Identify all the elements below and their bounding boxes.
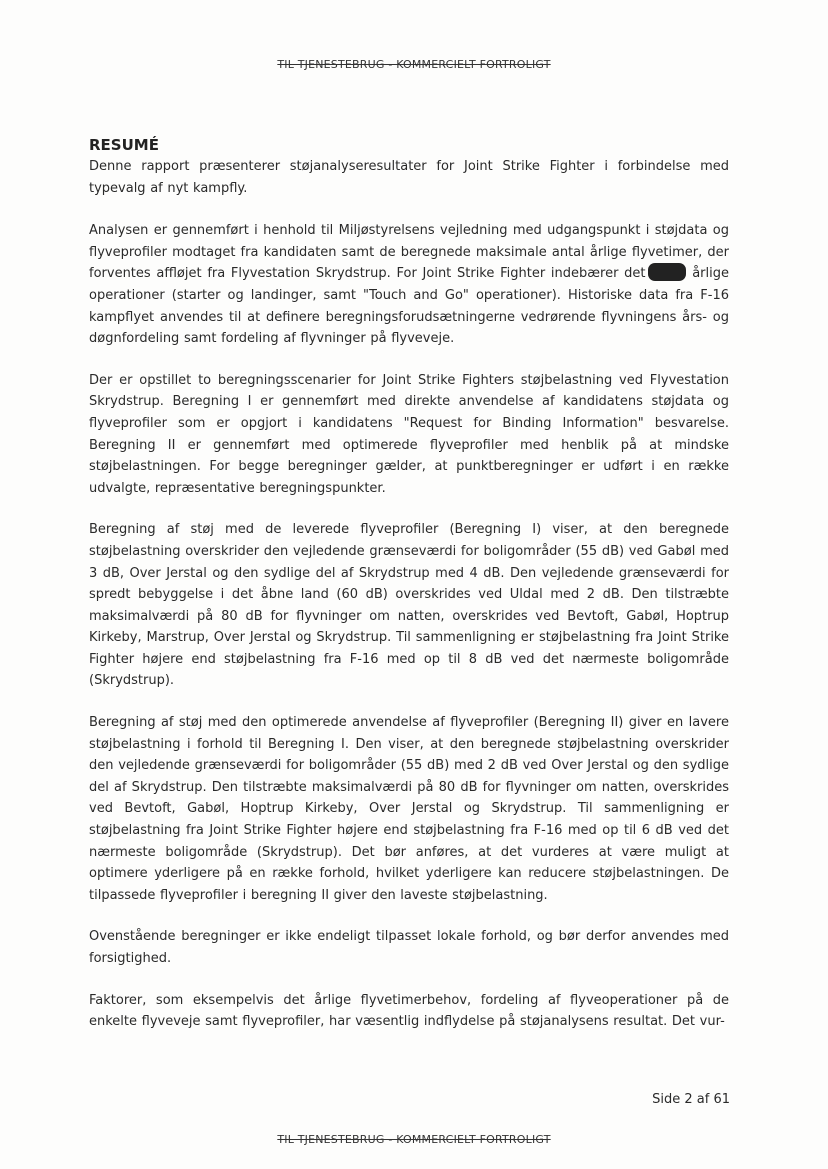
paragraph-calculation-1: Beregning af støj med de leverede flyveprofiler (Beregning I) viser, at den beregnede støjbelastning overskrider den vejledende grænseværdi for boligområder (55 dB) ved Gabøl med 3 dB, Over Jerstal og den sydlige del af Skrydstrup med 4 dB. Den vejledende grænseværdi for spredt bebyggelse i det åbne land (60 dB) overskrides ved Uldal med 2 dB. Den tilstræbte maksimalværdi på 80 dB for flyvninger om natten, overskrides ved Bevtoft, Gabøl, Hoptrup Kirkeby, Marstrup, Over Jerstal og Skrydstrup. Til sammenligning er støjbelastning fra Joint Strike Fighter højere end støjbelastning fra F-16 med op til 8 dB ved det nærmeste boligområde (Skrydstrup).: [89, 522, 729, 689]
footer-classification: TIL TJENESTEBRUG - KOMMERCIELT FORTROLIGT: [277, 1133, 551, 1146]
paragraph-analysis-text-b: årlige operationer (starter og landinger, samt "Touch and Go" operationer). Historiske data fra F-16 kampflyet anvendes til at definere beregningsforudsætningerne vedrørende flyvningens års- og døgnfordeling samt fordeling af flyvninger på flyveveje.: [89, 266, 729, 347]
page-number: Side 2 af 61: [652, 1092, 730, 1107]
document-body: [89, 134, 729, 1053]
paragraph-calculation-2: Beregning af støj med den optimerede anvendelse af flyveprofiler (Beregning II) giver en lavere støjbelastning i forhold til Beregning I. Den viser, at den beregnede støjbelastning overskrider den vejledende grænseværdi for boligområder (55 dB) med 2 dB ved Over Jerstal og den sydlige del af Skrydstrup. Den tilstræbte maksimalværdi på 80 dB for flyvninger om natten, overskrides ved Bevtoft, Gabøl, Hoptrup Kirkeby, Over Jerstal og Skrydstrup. Til sammenligning er støjbelastning fra Joint Strike Fighter højere end støjbelastning fra F-16 med op til 6 dB ved det nærmeste boligområde (Skrydstrup). Det bør anføres, at det vurderes at være muligt at optimere yderligere på en række forhold, hvilket yderligere kan reducere støjbelastningen. De tilpassede flyveprofiler i beregning II giver den laveste støjbelastning.: [89, 715, 729, 903]
section-heading: RESUMÉ: [89, 136, 159, 154]
paragraph-caution: Ovenstående beregninger er ikke endeligt tilpasset lokale forhold, og bør derfor anvendes med forsigtighed.: [89, 929, 729, 966]
paragraph-intro: Denne rapport præsenterer støjanalyseresultater for Joint Strike Fighter i forbindelse med typevalg af nyt kampfly.: [89, 159, 729, 196]
paragraph-scenarios: Der er opstillet to beregningsscenarier for Joint Strike Fighters støjbelastning ved Flyvestation Skrydstrup. Beregning I er gennemført med direkte anvendelse af kandidatens støjdata og flyveprofiler som er opgjort i kandidatens "Request for Binding Information" besvarelse. Beregning II er gennemført med optimerede flyveprofiler med henblik på at mindske støjbelastningen. For begge beregninger gælder, at punktberegninger er udført i en række udvalgte, repræsentative beregningspunkter.: [89, 372, 729, 496]
paragraph-factors: Faktorer, som eksempelvis det årlige flyvetimerbehov, fordeling af flyveoperationer på de enkelte flyveveje samt flyveprofiler, har væsentlig indflydelse på støjanalysens resultat. Det vur-: [89, 992, 729, 1030]
redaction-box: [648, 263, 686, 281]
paragraph-analysis-text-a: Analysen er gennemført i henhold til Miljøstyrelsens vejledning med udgangspunkt i støjdata og flyveprofiler modtaget fra kandidaten samt de beregnede maksimale antal årlige flyvetimer, der forventes affløjet fra Flyvestation Skrydstrup. For Joint Strike Fighter indebærer det: [89, 223, 729, 282]
header-classification: TIL TJENESTEBRUG - KOMMERCIELT FORTROLIGT: [277, 58, 551, 71]
paragraph-analysis: [89, 220, 729, 350]
